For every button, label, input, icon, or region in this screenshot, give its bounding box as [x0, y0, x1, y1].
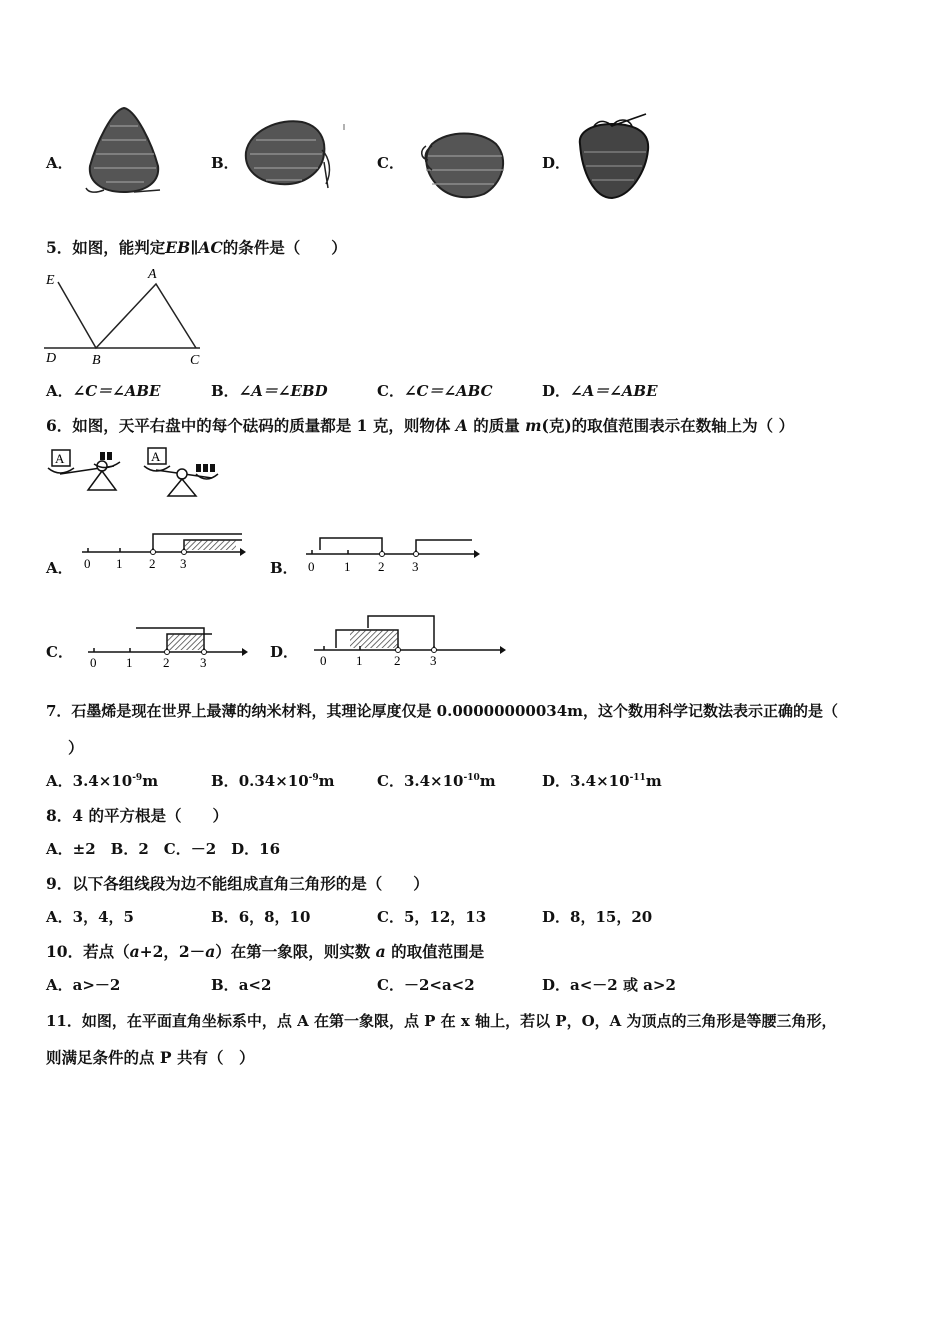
svg-text:0: 0 [90, 655, 97, 670]
q8-stem: 8．4 的平方根是（ ） [46, 806, 228, 825]
svg-text:1: 1 [344, 559, 351, 574]
q10-option-d: D．a<－2 或 a>2 [542, 976, 676, 994]
q5-option-a: A．∠C＝∠ABE [46, 382, 161, 400]
svg-text:1: 1 [116, 556, 123, 571]
q6-option-d-letter: D． [270, 643, 299, 661]
q5-stem: 5．如图，能判定EB∥AC的条件是（ ） [46, 238, 347, 257]
q10-stem: 10．若点（a+2，2－a）在第一象限，则实数 a 的取值范围是 [46, 942, 485, 961]
svg-text:0: 0 [308, 559, 315, 574]
q4-option-c-letter: C． [377, 154, 404, 172]
svg-text:0: 0 [84, 556, 91, 571]
svg-text:3: 3 [200, 655, 207, 670]
q9-option-b: B．6，8，10 [211, 908, 311, 926]
svg-text:1: 1 [356, 653, 363, 668]
q5-option-c: C．∠C＝∠ABC [377, 382, 493, 400]
q6-number-line-b [302, 530, 484, 576]
svg-text:1: 1 [126, 655, 133, 670]
svg-text:A: A [151, 449, 161, 464]
balance-right [144, 448, 218, 496]
svg-text:3: 3 [430, 653, 437, 668]
q5-label-b: B [92, 353, 101, 368]
q7-stem-line1: 7．石墨烯是现在世界上最薄的纳米材料，其理论厚度仅是 0.00000000034m，这个数用科学记数法表示正确的是（ [46, 702, 839, 720]
q5-lines-ebac [58, 282, 196, 348]
q7-option-b: B．$0.34\times 10^{-9}m$ [211, 772, 335, 790]
svg-text:2: 2 [378, 559, 385, 574]
q6-number-line-c [84, 622, 254, 670]
svg-text:A: A [55, 451, 65, 466]
q7-stem-line2: ） [68, 738, 84, 757]
q7-option-d: D．$3.4\times 10^{-11}m$ [542, 772, 662, 790]
q5-label-d: D [46, 351, 57, 366]
q6-number-line-a [78, 528, 248, 576]
q5-option-b: B．∠A＝∠EBD [211, 382, 328, 400]
q10-option-c: C．－2<a<2 [377, 976, 475, 994]
q10-option-b: B．a<2 [211, 976, 272, 994]
q10-option-a: A．a>－2 [46, 976, 121, 994]
svg-text:3: 3 [412, 559, 419, 574]
q4-option-a-letter: A． [46, 154, 73, 172]
strawberry-image-a [84, 104, 164, 196]
svg-text:2: 2 [163, 655, 170, 670]
q5-option-d: D．∠A＝∠ABE [542, 382, 658, 400]
q6-option-c-letter: C． [46, 643, 73, 661]
svg-text:2: 2 [394, 653, 401, 668]
q7-option-c: C．$3.4\times 10^{-10}m$ [377, 772, 496, 790]
q6-option-a-letter: A． [46, 559, 73, 577]
q4-option-b-letter: B． [211, 154, 239, 172]
q5-figure [40, 262, 220, 370]
q6-balance-figures [44, 444, 224, 500]
strawberry-image-b [240, 110, 350, 192]
q6-stem: 6．如图，天平右盘中的每个砝码的质量都是 1 克，则物体 A 的质量 m(克)的取值范围表示在数轴上为（ ） [46, 416, 795, 435]
q5-stem-math: EB∥AC [165, 238, 223, 257]
q8-options: A．±2 B．2 C．－2 D．16 [46, 840, 281, 858]
q9-stem: 9．以下各组线段为边不能组成直角三角形的是（ ） [46, 874, 429, 893]
q9-option-a: A．3，4，5 [46, 908, 134, 926]
balance-left [48, 450, 120, 490]
svg-text:2: 2 [149, 556, 156, 571]
q7-option-a: A．$3.4\times 10^{-9}m$ [46, 772, 159, 790]
svg-text:3: 3 [180, 556, 187, 571]
q9-option-c: C．5，12，13 [377, 908, 487, 926]
q9-option-d: D．8，15，20 [542, 908, 653, 926]
q11-stem-line2: 则满足条件的点 P 共有（ ） [46, 1048, 255, 1067]
strawberry-image-c [418, 124, 510, 200]
strawberry-image-d [572, 110, 656, 204]
q5-label-a: A [148, 267, 157, 282]
q5-label-c: C [190, 353, 200, 368]
q6-option-b-letter: B． [270, 559, 298, 577]
q11-stem-line1: 11．如图，在平面直角坐标系中，点 A 在第一象限，点 P 在 x 轴上，若以 P，O，A 为顶点的三角形是等腰三角形， [46, 1012, 837, 1030]
q6-number-line-d [310, 612, 510, 670]
q4-option-d-letter: D． [542, 154, 571, 172]
svg-text:0: 0 [320, 653, 327, 668]
q5-label-e: E [46, 273, 55, 288]
